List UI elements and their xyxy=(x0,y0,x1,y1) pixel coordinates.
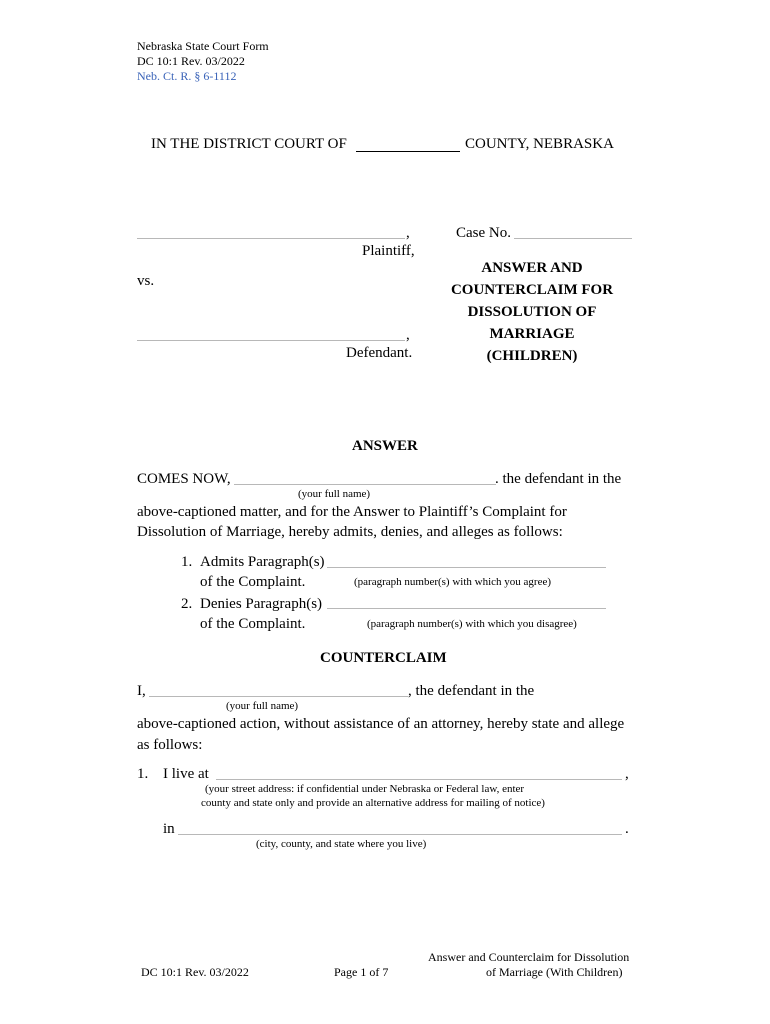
admits-number: 1. xyxy=(181,554,193,570)
counterclaim-full-name-field[interactable] xyxy=(149,696,408,697)
counterclaim-full-name-hint: (your full name) xyxy=(226,700,299,712)
court-line-prefix: IN THE DISTRICT COURT OF xyxy=(151,136,347,152)
residence-comma: , xyxy=(625,766,629,782)
counterclaim-heading: COUNTERCLAIM xyxy=(320,650,447,666)
answer-full-name-field[interactable] xyxy=(234,484,496,485)
court-line-suffix: COUNTY, NEBRASKA xyxy=(465,136,614,152)
plaintiff-comma: , xyxy=(406,225,410,241)
footer-page-number: Page 1 of 7 xyxy=(334,965,389,979)
answer-heading: ANSWER xyxy=(352,438,418,454)
admits-hint: (paragraph number(s) with which you agree) xyxy=(354,576,552,588)
plaintiff-name-field[interactable] xyxy=(137,238,405,239)
residence-number: 1. xyxy=(137,766,149,782)
denies-paragraphs-field[interactable] xyxy=(327,608,606,609)
case-no-field[interactable] xyxy=(514,238,632,239)
answer-paragraph-line: Dissolution of Marriage, hereby admits, denies, and alleges as follows: xyxy=(137,524,563,540)
address-hint: county and state only and provide an alternative address for mailing of notice) xyxy=(201,797,545,809)
admits-of-complaint: of the Complaint. xyxy=(200,574,306,590)
footer-revision: DC 10:1 Rev. 03/2022 xyxy=(141,965,249,979)
residence-label: I live at xyxy=(163,766,209,782)
counterclaim-paragraph-line: above-captioned action, without assistance of an attorney, hereby state and allege xyxy=(137,716,625,732)
answer-full-name-hint: (your full name) xyxy=(298,488,371,500)
title-line: COUNTERCLAIM FOR xyxy=(450,282,614,298)
footer-title-line: of Marriage (With Children) xyxy=(486,965,623,979)
case-no-label: Case No. xyxy=(456,225,511,241)
document-title xyxy=(432,257,632,367)
defendant-label: Defendant. xyxy=(346,345,413,361)
city-in-label: in xyxy=(163,821,175,837)
defendant-name-field[interactable] xyxy=(137,340,405,341)
admits-label: Admits Paragraph(s) xyxy=(200,554,325,570)
court-rule-link[interactable]: Neb. Ct. R. § 6-1112 xyxy=(137,69,237,83)
counterclaim-paragraph-line: as follows: xyxy=(137,737,203,753)
title-line: (CHILDREN) xyxy=(486,348,578,364)
county-field[interactable] xyxy=(356,151,460,152)
defendant-comma: , xyxy=(406,327,410,343)
admits-paragraphs-field[interactable] xyxy=(327,567,606,568)
counterclaim-i-label: I, xyxy=(137,683,146,699)
plaintiff-label: Plaintiff, xyxy=(362,243,415,259)
answer-defendant-in-the: . the defendant in the xyxy=(495,471,622,487)
footer-title-line: Answer and Counterclaim for Dissolution xyxy=(428,950,630,964)
city-county-state-field[interactable] xyxy=(178,834,622,835)
denies-label: Denies Paragraph(s) xyxy=(200,596,323,612)
street-address-field[interactable] xyxy=(216,779,622,780)
title-line: ANSWER AND xyxy=(481,260,583,276)
form-revision: DC 10:1 Rev. 03/2022 xyxy=(137,54,245,68)
address-hint: (your street address: if confidential under Nebraska or Federal law, enter xyxy=(205,783,525,795)
form-name: Nebraska State Court Form xyxy=(137,39,269,53)
counterclaim-defendant-in-the: , the defendant in the xyxy=(408,683,535,699)
title-line: MARRIAGE xyxy=(489,326,575,342)
city-hint: (city, county, and state where you live) xyxy=(256,838,427,850)
denies-number: 2. xyxy=(181,596,193,612)
title-line: DISSOLUTION OF xyxy=(467,304,597,320)
answer-paragraph-line: above-captioned matter, and for the Answer to Plaintiff’s Complaint for xyxy=(137,504,567,520)
comes-now-label: COMES NOW, xyxy=(137,471,231,487)
versus-label: vs. xyxy=(137,273,155,289)
denies-hint: (paragraph number(s) with which you disagree) xyxy=(367,618,577,630)
denies-of-complaint: of the Complaint. xyxy=(200,616,306,632)
city-period: . xyxy=(625,821,629,837)
